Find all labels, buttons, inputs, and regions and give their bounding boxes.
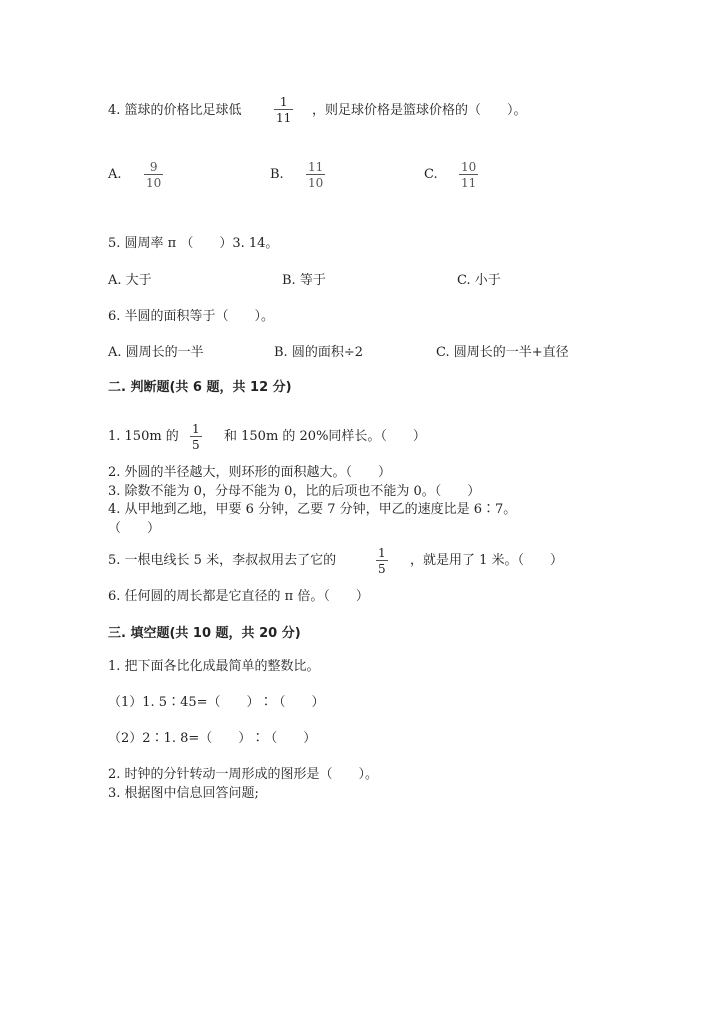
s2-item5-fraction: [376, 547, 388, 575]
s2-item5-denominator: 5: [378, 562, 386, 576]
q6-option-b: B. 圆的面积÷2: [274, 345, 363, 360]
q4-fraction-denominator: 11: [276, 111, 292, 125]
q5-option-c: C. 小于: [457, 273, 501, 288]
s3-item2: 2. 时钟的分针转动一周形成的图形是（ ）。: [108, 767, 379, 782]
q4-stem-prefix: 4. 篮球的价格比足球低: [108, 103, 242, 118]
q4-option-c-label: C.: [424, 167, 438, 182]
s2-item5-suffix: ，就是用了 1 米。（ ）: [410, 553, 564, 568]
s3-item3: 3. 根据图中信息回答问题;: [108, 786, 259, 801]
s2-item5-numerator: 1: [378, 546, 386, 560]
q4-option-b-label: B.: [270, 167, 284, 182]
s2-item1-prefix: 1. 150m 的: [108, 429, 179, 444]
q4-option-a-denominator: 10: [146, 176, 162, 190]
s2-item3: 3. 除数不能为 0，分母不能为 0，比的后项也不能为 0。（ ）: [108, 484, 481, 499]
q4-option-a-numerator: 9: [149, 160, 158, 174]
q4-option-c-fraction: [459, 161, 478, 189]
q4-fraction-numerator: 1: [279, 95, 288, 109]
q6-option-a: A. 圆周长的一半: [108, 345, 204, 360]
q4-option-c-denominator: 11: [461, 176, 477, 190]
s2-item5-prefix: 5. 一根电线长 5 米，李叔叔用去了它的: [108, 553, 337, 568]
s2-item4-line2: （ ）: [108, 521, 161, 536]
q5-stem: 5. 圆周率 π （ ）3. 14。: [108, 236, 279, 251]
section3-title: 三. 填空题(共 10 题，共 20 分): [108, 626, 301, 641]
s2-item2: 2. 外圆的半径越大，则环形的面积越大。（ ）: [108, 465, 392, 480]
q4-option-a-label: A.: [108, 167, 122, 182]
s2-item1-denominator: 5: [192, 438, 200, 452]
s2-item1-numerator: 1: [192, 422, 200, 436]
q6-option-c: C. 圆周长的一半+直径: [436, 345, 569, 360]
q4-option-c-numerator: 10: [461, 160, 477, 174]
s2-item1-fraction: [190, 423, 202, 451]
q6-stem: 6. 半圆的面积等于（ ）。: [108, 309, 275, 324]
q4-fraction: [274, 96, 293, 124]
q4-option-b-fraction: [306, 161, 325, 189]
s3-item1-b: （2）2∶1. 8=（ ）∶（ ）: [108, 731, 317, 746]
s2-item1-suffix: 和 150m 的 20%同样长。（ ）: [224, 429, 426, 444]
q4-option-b-numerator: 11: [308, 160, 324, 174]
s2-item6: 6. 任何圆的周长都是它直径的 π 倍。（ ）: [108, 589, 369, 604]
s3-item1-a: （1）1. 5∶45=（ ）∶（ ）: [108, 695, 325, 710]
section2-title: 二. 判断题(共 6 题，共 12 分): [108, 380, 292, 395]
q5-option-b: B. 等于: [282, 273, 326, 288]
s2-item4-line1: 4. 从甲地到乙地，甲要 6 分钟，乙要 7 分钟，甲乙的速度比是 6∶7。: [108, 502, 517, 517]
s3-item1: 1. 把下面各比化成最简单的整数比。: [108, 659, 320, 674]
q4-option-a-fraction: [144, 161, 163, 189]
q5-option-a: A. 大于: [108, 273, 152, 288]
q4-option-b-denominator: 10: [308, 176, 324, 190]
q4-stem-suffix: ，则足球价格是篮球价格的（ ）。: [312, 103, 527, 118]
